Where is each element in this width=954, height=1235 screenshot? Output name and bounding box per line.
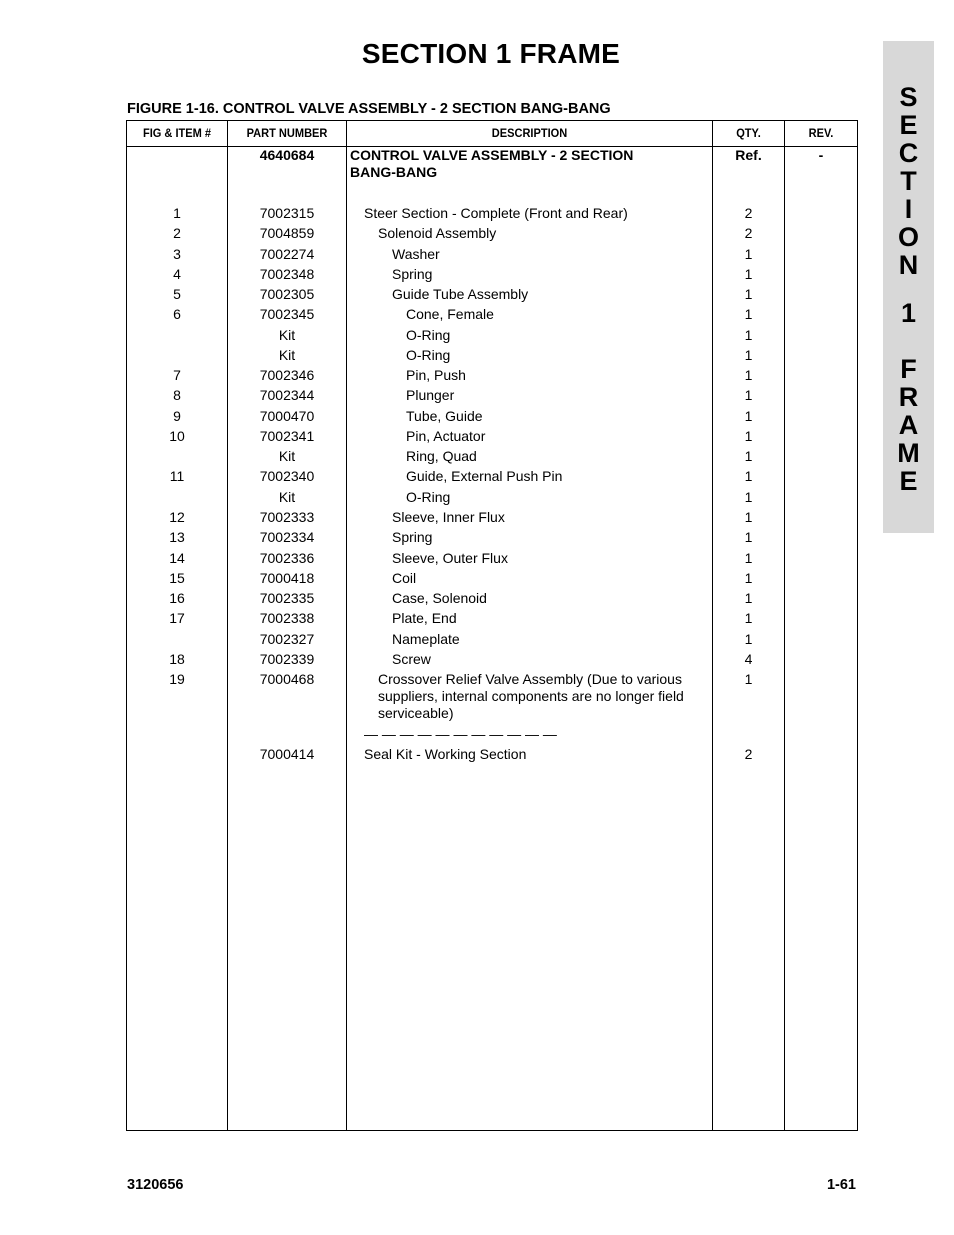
column-divider <box>346 121 347 1130</box>
description-line: Solenoid Assembly <box>378 225 497 241</box>
cell-rev: - <box>818 147 824 163</box>
cell-fig-item: 19 <box>169 671 185 687</box>
cell-part-number: 7000418 <box>259 570 315 586</box>
cell-qty: 1 <box>744 367 753 383</box>
cell-qty: 1 <box>744 468 753 484</box>
cell-description <box>364 726 557 743</box>
cell-part-number: 7002274 <box>259 246 315 262</box>
description-line: Washer <box>392 246 440 262</box>
side-tab-letter: M <box>897 438 920 468</box>
cell-qty: 1 <box>744 550 753 566</box>
description-line: Guide Tube Assembly <box>392 286 529 302</box>
cell-description <box>392 529 432 546</box>
cell-part-number: 7002333 <box>259 509 315 525</box>
cell-fig-item: 9 <box>173 408 181 424</box>
side-tab-letter: C <box>898 138 919 168</box>
cell-part-number: 7002334 <box>259 529 315 545</box>
cell-qty: 1 <box>744 610 753 626</box>
cell-qty: 1 <box>744 327 753 343</box>
cell-part-number: 7002305 <box>259 286 315 302</box>
cell-fig-item: 4 <box>173 266 181 282</box>
description-line: Coil <box>392 570 417 586</box>
cell-description <box>406 306 494 323</box>
cell-part-number: 7002338 <box>259 610 315 626</box>
cell-part-number: 7002344 <box>259 387 315 403</box>
description-line: Sleeve, Inner Flux <box>392 509 505 525</box>
cell-description <box>392 286 528 303</box>
cell-part-number: 7002327 <box>259 631 315 647</box>
cell-qty: 2 <box>744 225 753 241</box>
cell-part-number: 7002341 <box>259 428 315 444</box>
cell-part-number: Kit <box>278 489 296 505</box>
description-line: Tube, Guide <box>406 408 483 424</box>
cell-qty: Ref. <box>735 147 762 163</box>
cell-description <box>378 225 496 242</box>
cell-part-number: Kit <box>278 347 296 363</box>
column-divider <box>784 121 785 1130</box>
side-tab-letter: I <box>904 194 913 224</box>
cell-description <box>392 266 432 283</box>
header-description: DESCRIPTION <box>491 126 568 140</box>
cell-fig-item: 13 <box>169 529 185 545</box>
description-line: Seal Kit - Working Section <box>364 746 527 762</box>
description-line: Guide, External Push Pin <box>406 468 563 484</box>
cell-part-number: 7002348 <box>259 266 315 282</box>
description-line: O-Ring <box>406 327 451 343</box>
description-line: O-Ring <box>406 347 451 363</box>
header-part-number: PART NUMBER <box>246 126 328 140</box>
cell-fig-item: 5 <box>173 286 181 302</box>
description-line: suppliers, internal components are no longer field <box>378 688 684 704</box>
side-tab-letter: E <box>899 466 918 496</box>
cell-qty: 2 <box>744 205 753 221</box>
cell-part-number: 7002339 <box>259 651 315 667</box>
cell-description <box>406 408 483 425</box>
cell-qty: 1 <box>744 590 753 606</box>
cell-description <box>350 147 633 181</box>
side-tab-letter: 1 <box>900 298 917 328</box>
cell-description <box>406 428 485 445</box>
cell-qty: 1 <box>744 448 753 464</box>
cell-part-number: Kit <box>278 327 296 343</box>
cell-fig-item: 12 <box>169 509 185 525</box>
cell-part-number: 7004859 <box>259 225 315 241</box>
cell-description <box>364 746 526 763</box>
cell-qty: 1 <box>744 408 753 424</box>
cell-description <box>392 590 487 607</box>
cell-qty: 1 <box>744 428 753 444</box>
header-qty: QTY. <box>736 126 761 140</box>
description-line: Plunger <box>406 387 455 403</box>
section-title: SECTION 1 FRAME <box>361 38 621 69</box>
cell-fig-item: 10 <box>169 428 185 444</box>
side-tab-letter: T <box>900 166 917 196</box>
description-line: Screw <box>392 651 431 667</box>
cell-description <box>392 610 457 627</box>
cell-description <box>364 205 628 222</box>
description-line: Steer Section - Complete (Front and Rear) <box>364 205 628 221</box>
cell-fig-item: 3 <box>173 246 181 262</box>
cell-description <box>392 246 440 263</box>
side-tab-letter: A <box>898 410 919 440</box>
cell-description <box>392 570 416 587</box>
description-line: serviceable) <box>378 705 454 721</box>
cell-part-number: Kit <box>278 448 296 464</box>
side-tab-letter: O <box>897 222 919 252</box>
cell-qty: 1 <box>744 286 753 302</box>
side-tab-letter: R <box>898 382 919 412</box>
cell-qty: 1 <box>744 347 753 363</box>
description-line: Sleeve, Outer Flux <box>392 550 508 566</box>
cell-description <box>378 671 684 722</box>
cell-part-number: 7000470 <box>259 408 315 424</box>
description-line: Case, Solenoid <box>392 590 487 606</box>
parts-table <box>126 120 858 1131</box>
cell-fig-item: 16 <box>169 590 185 606</box>
cell-description <box>406 327 450 344</box>
cell-qty: 4 <box>744 651 753 667</box>
side-tab-letter: S <box>899 82 918 112</box>
cell-description <box>406 367 466 384</box>
cell-part-number: 7000414 <box>259 746 315 762</box>
description-line: Crossover Relief Valve Assembly (Due to various <box>378 671 682 687</box>
side-tab-letter: E <box>899 110 918 140</box>
cell-description <box>392 509 505 526</box>
description-line: CONTROL VALVE ASSEMBLY - 2 SECTION <box>350 147 634 163</box>
cell-description <box>406 347 450 364</box>
cell-qty: 1 <box>744 570 753 586</box>
description-line: Cone, Female <box>406 306 494 322</box>
cell-fig-item: 2 <box>173 225 181 241</box>
description-line: Pin, Push <box>406 367 466 383</box>
cell-description <box>392 651 431 668</box>
header-fig-item: FIG & ITEM # <box>142 126 212 140</box>
cell-qty: 1 <box>744 631 753 647</box>
cell-fig-item: 11 <box>169 468 185 484</box>
cell-description <box>392 631 460 648</box>
description-line: Nameplate <box>392 631 460 647</box>
cell-fig-item: 14 <box>169 550 185 566</box>
cell-qty: 1 <box>744 266 753 282</box>
description-line: Plate, End <box>392 610 457 626</box>
footer-page-number: 1-61 <box>826 1177 856 1193</box>
cell-part-number: 7000468 <box>259 671 315 687</box>
cell-part-number: 7002340 <box>259 468 315 484</box>
description-line: Pin, Actuator <box>406 428 486 444</box>
cell-description <box>406 468 562 485</box>
section-side-tab <box>883 41 934 533</box>
description-line: O-Ring <box>406 489 451 505</box>
cell-qty: 2 <box>744 746 753 762</box>
cell-fig-item: 1 <box>173 205 181 221</box>
cell-part-number: 4640684 <box>259 147 315 163</box>
description-line: Ring, Quad <box>406 448 477 464</box>
description-line: Spring <box>392 266 433 282</box>
cell-part-number: 7002346 <box>259 367 315 383</box>
cell-fig-item: 7 <box>173 367 181 383</box>
cell-fig-item: 6 <box>173 306 181 322</box>
cell-qty: 1 <box>744 529 753 545</box>
cell-qty: 1 <box>744 246 753 262</box>
cell-fig-item: 8 <box>173 387 181 403</box>
description-line: BANG-BANG <box>350 164 438 180</box>
cell-part-number: 7002336 <box>259 550 315 566</box>
cell-qty: 1 <box>744 509 753 525</box>
cell-qty: 1 <box>744 387 753 403</box>
cell-part-number: 7002335 <box>259 590 315 606</box>
cell-part-number: 7002345 <box>259 306 315 322</box>
footer-document-number: 3120656 <box>127 1177 184 1193</box>
cell-description <box>392 550 508 567</box>
cell-fig-item: 17 <box>169 610 185 626</box>
header-rev: REV. <box>808 126 834 140</box>
cell-fig-item: 15 <box>169 570 185 586</box>
side-tab-letter: F <box>900 354 917 384</box>
description-line: Spring <box>392 529 433 545</box>
cell-qty: 1 <box>744 489 753 505</box>
cell-description <box>406 387 454 404</box>
cell-description <box>406 489 450 506</box>
description-line: — — — — — — — — — — — <box>364 726 557 742</box>
side-tab-letter: N <box>898 250 919 280</box>
cell-qty: 1 <box>744 306 753 322</box>
cell-qty: 1 <box>744 671 753 687</box>
cell-part-number: 7002315 <box>259 205 315 221</box>
cell-fig-item: 18 <box>169 651 185 667</box>
cell-description <box>406 448 477 465</box>
figure-title: FIGURE 1-16. CONTROL VALVE ASSEMBLY - 2 SECTION BANG-BANG <box>127 101 611 117</box>
